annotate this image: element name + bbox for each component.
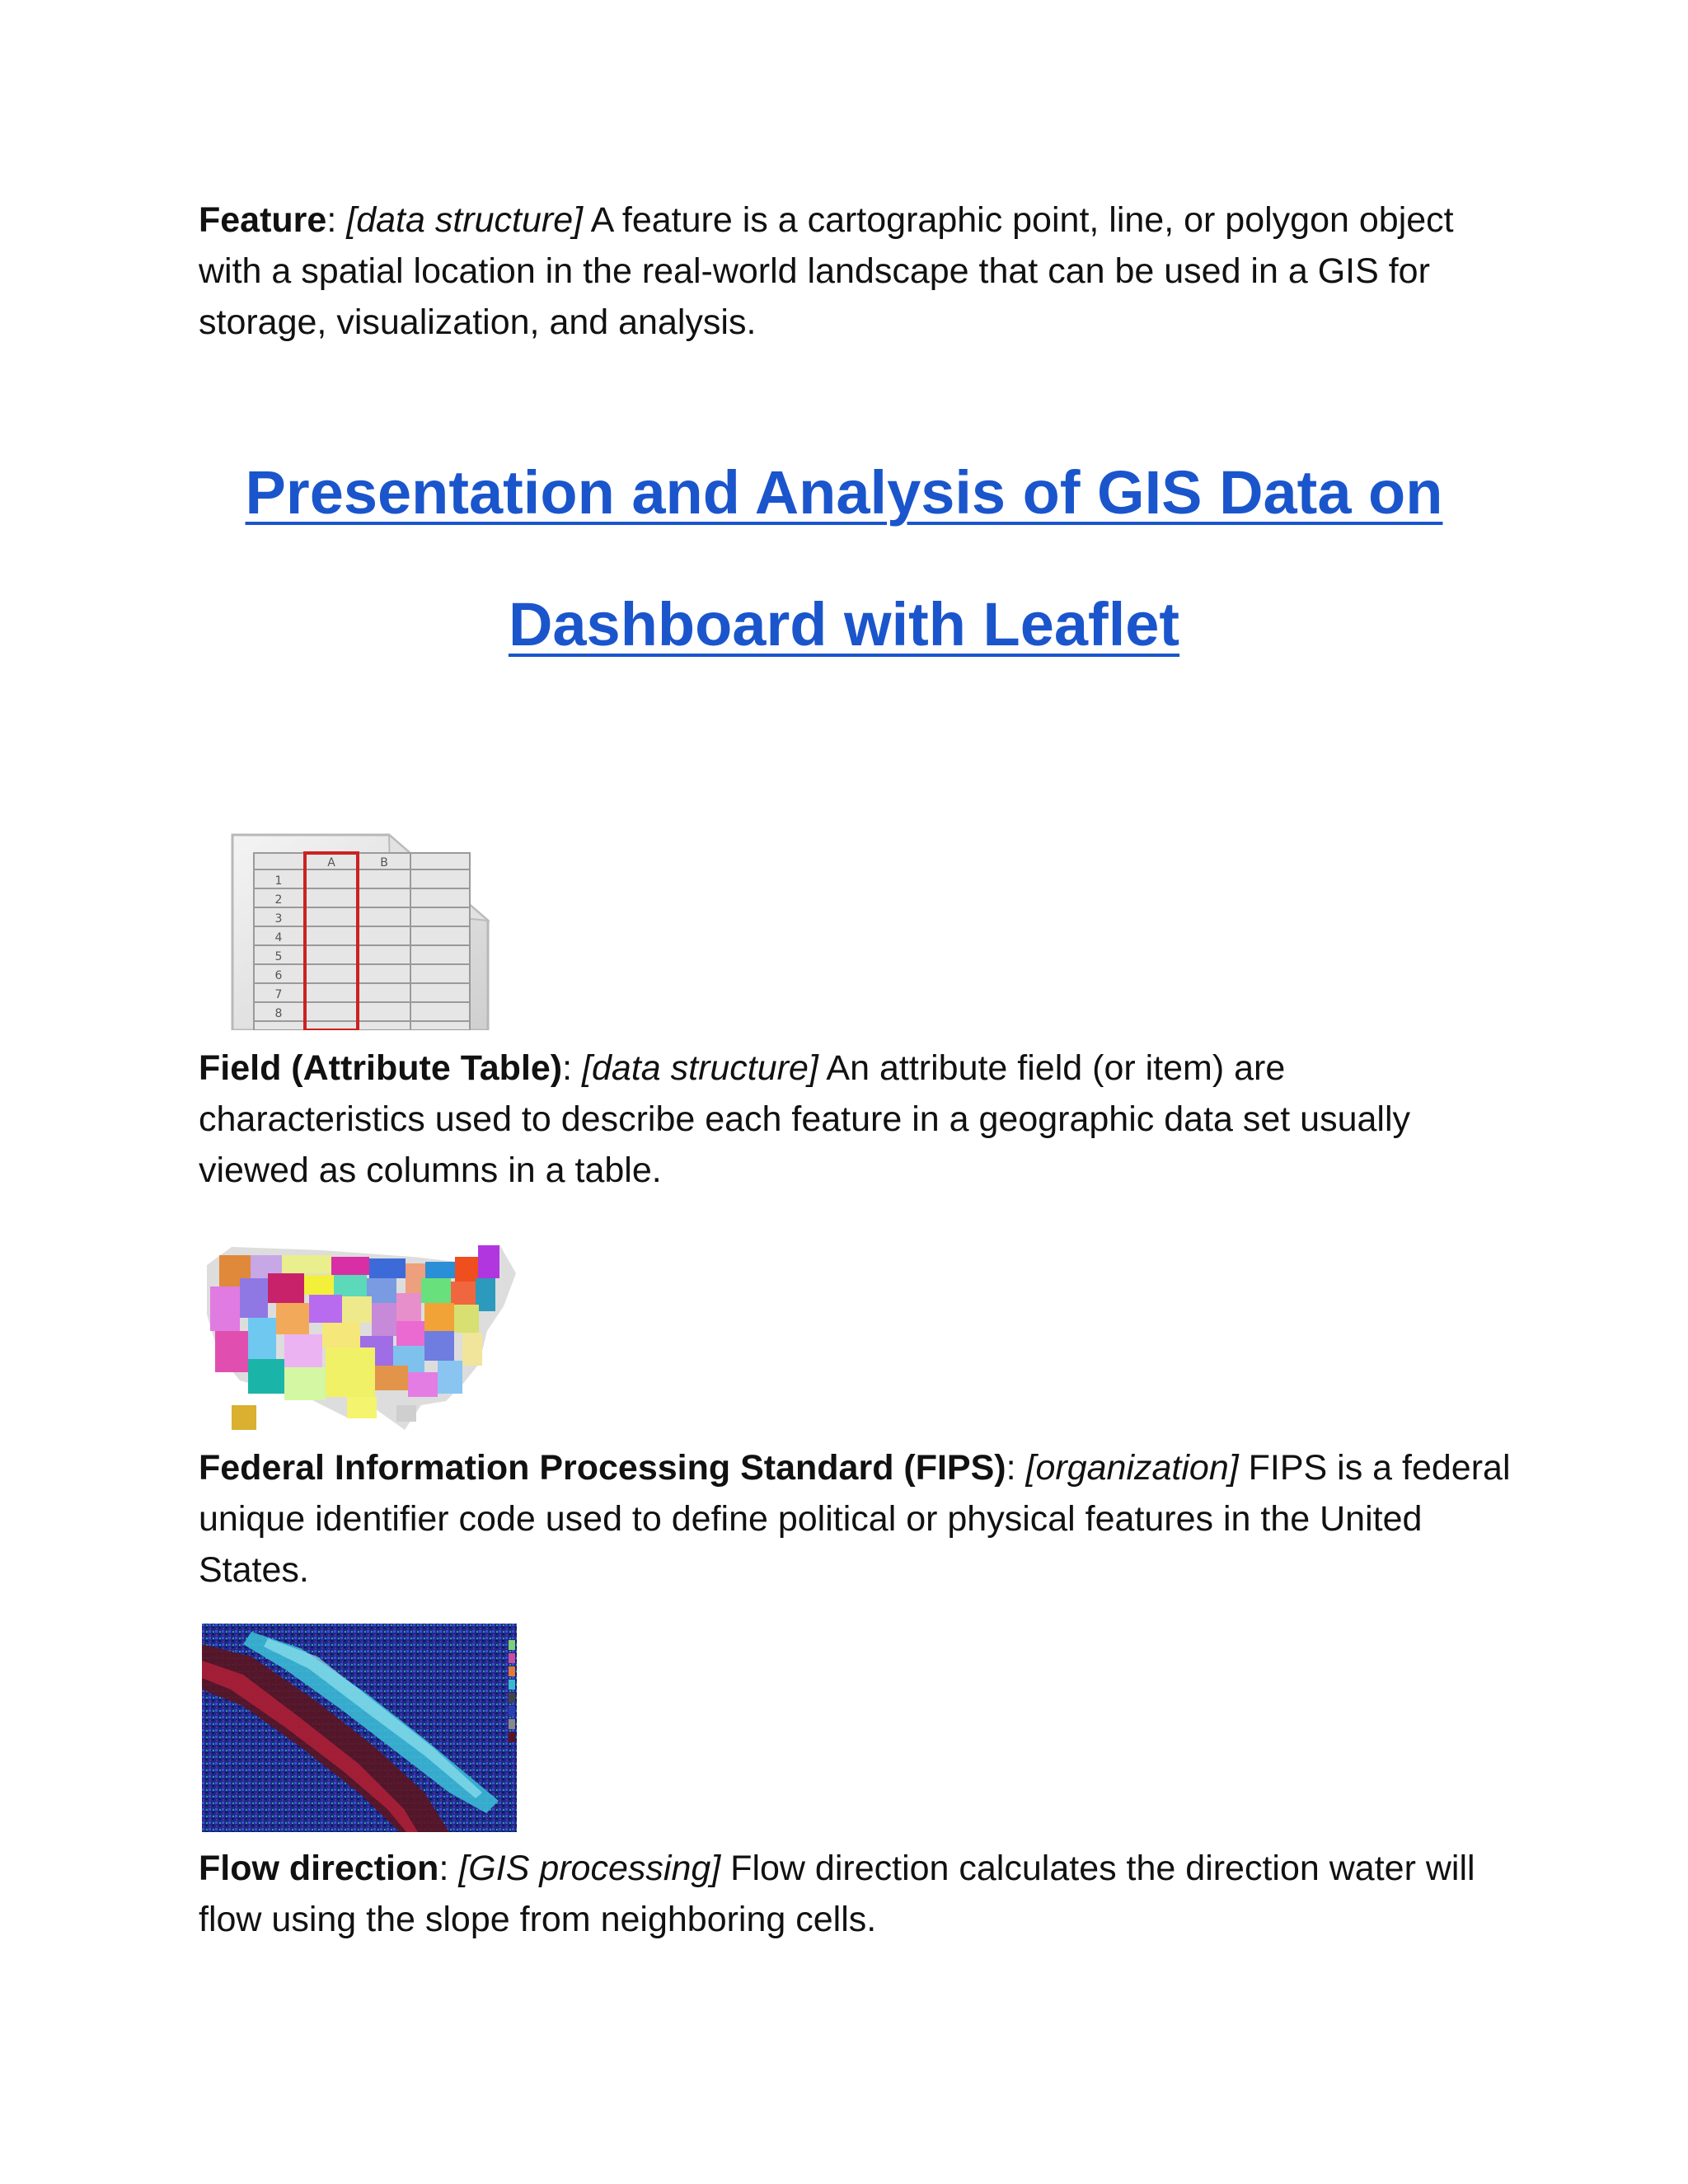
row-number: 4 (274, 931, 283, 944)
field-separator: : (562, 1048, 583, 1088)
row-number: 1 (274, 874, 283, 888)
row-number: 6 (274, 969, 283, 982)
fips-separator: : (1006, 1448, 1026, 1488)
feature-separator: : (326, 200, 347, 240)
row-number: 2 (274, 893, 283, 907)
fips-entry (199, 1442, 1517, 1596)
feature-category: [data structure] (346, 200, 584, 240)
feature-entry (199, 194, 1517, 348)
row-number: 8 (274, 1007, 283, 1020)
fips-category: [organization] (1025, 1448, 1239, 1488)
flow-direction-separator: : (438, 1849, 459, 1888)
spreadsheet-icon (226, 828, 498, 1030)
heading-line-2[interactable]: Dashboard with Leaflet (508, 590, 1180, 658)
flow-direction-category: [GIS processing] (458, 1849, 721, 1888)
feature-term: Feature (199, 200, 327, 240)
col-header-b: B (380, 856, 388, 869)
flow-direction-definition: Flow direction calculates the direction water will flow using the slope from neighboring cells. (199, 1849, 1475, 1939)
field-definition: An attribute field (or item) are characteristics used to describe each feature in a geographic data set usually viewed as columns in a table. (199, 1048, 1411, 1190)
heading-line-1[interactable]: Presentation and Analysis of GIS Data on (245, 458, 1443, 527)
field-term: Field (Attribute Table) (199, 1048, 563, 1088)
us-states-map-image (199, 1240, 528, 1434)
fips-definition: FIPS is a federal unique identifier code used to define political or physical features in the United States. (199, 1448, 1511, 1590)
flow-direction-raster-image (202, 1624, 517, 1832)
row-number: 3 (274, 912, 283, 926)
fips-term: Federal Information Processing Standard (FIPS) (199, 1448, 1006, 1488)
feature-definition: A feature is a cartographic point, line, or polygon object with a spatial location in the real-world landscape that can be used in a GIS for storage, visualization, and analysis. (199, 200, 1454, 342)
flow-direction-term: Flow direction (199, 1849, 439, 1888)
row-number: 7 (274, 988, 283, 1001)
flow-direction-entry (199, 1843, 1517, 1945)
col-header-a: A (327, 856, 335, 869)
field-entry (199, 1043, 1517, 1196)
row-number: 5 (274, 950, 283, 963)
section-heading[interactable] (0, 427, 1688, 691)
field-category: [data structure] (582, 1048, 818, 1088)
